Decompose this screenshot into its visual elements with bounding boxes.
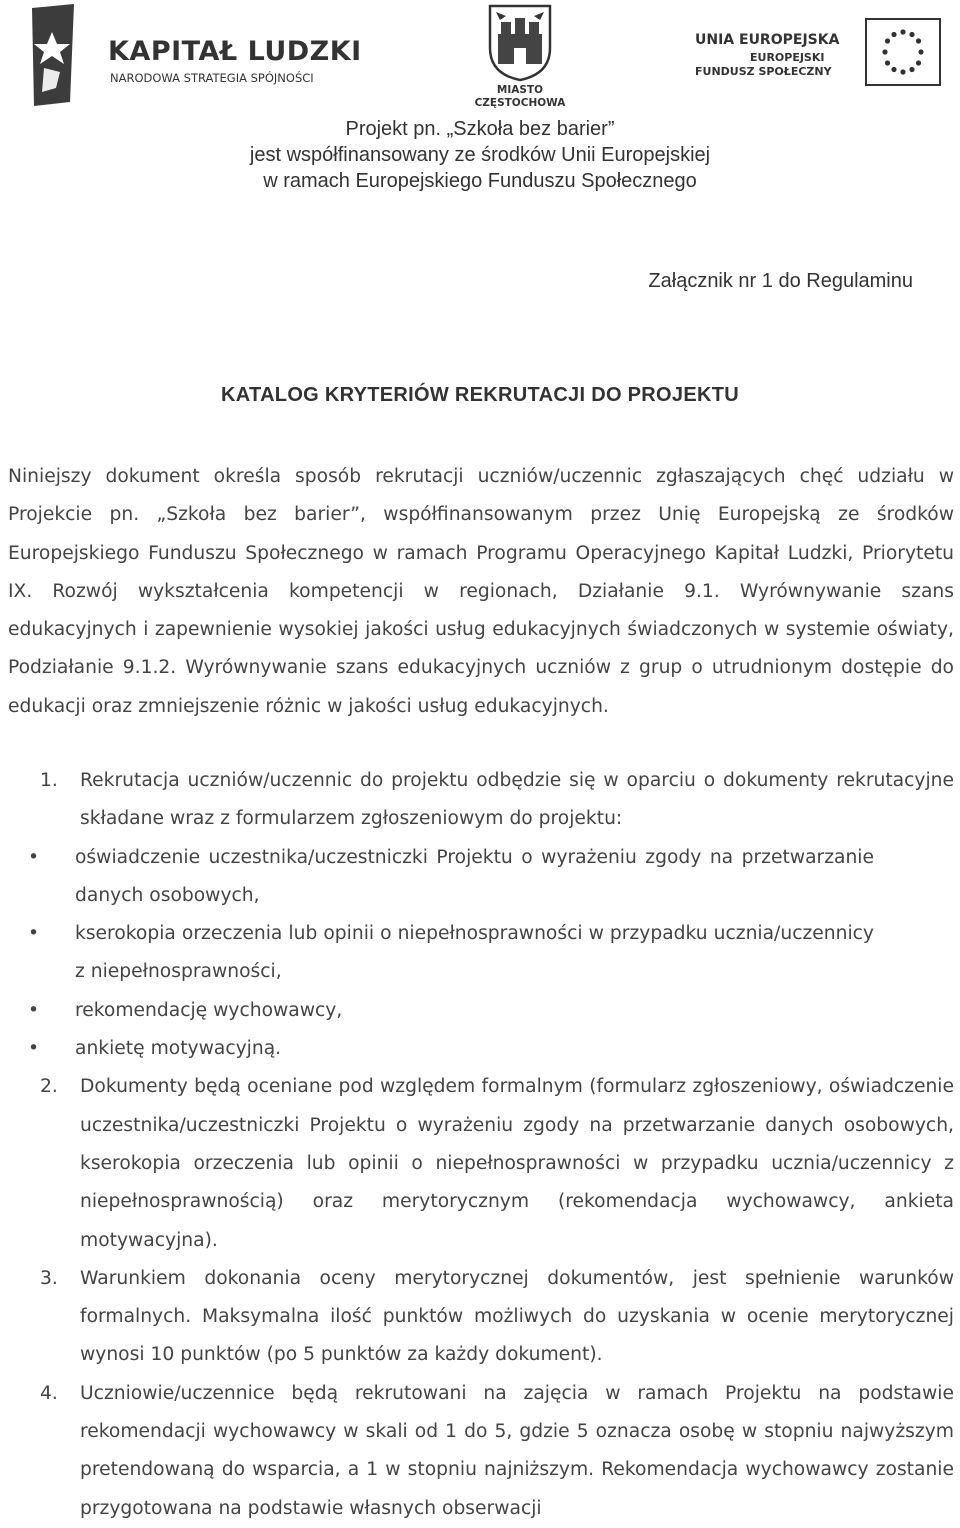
bullet-icon: • [28,846,40,868]
list-item-4 [0,1375,954,1528]
bullet-item [0,839,874,916]
header-line-1: Projekt pn. „Szkoła bez barier” [345,118,615,140]
czestochowa-logo [460,4,580,110]
city-name-line1: MIASTO [496,84,544,96]
header-line-3: w ramach Europejskiego Funduszu Społecznego [263,170,697,192]
item-text: Uczniowie/uczennice będą rekrutowani na zajęcia w ramach Projektu na podstawie rekomendacji wychowawcy w skali od 1 do 5, gdzie 5 oznacza osobę w stopniu najwyższym pretendowaną do wsparcia, a 1 w stopniu najniższym. Rekomendacja wychowawcy zostanie przygotowana na podstawie własnych obserwacji [80,1382,954,1519]
logo-bar [0,0,960,115]
bullet-icon: • [28,999,40,1021]
eu-esf-logo [695,18,945,88]
item-number: 3. [40,1267,58,1289]
kapital-ludzki-logo [30,2,360,112]
kapital-ludzki-emblem-icon [30,2,110,112]
bullet-text: kserokopia orzeczenia lub opinii o niepełnosprawności w przypadku ucznia/uczennicy z niepełnosprawności, [75,923,874,983]
list-item-3 [0,1260,954,1375]
city-coat-of-arms-icon [460,4,580,82]
item-number: 1. [40,770,58,791]
intro-paragraph: Niniejszy dokument określa sposób rekrutacji uczniów/uczennic zgłaszających chęć udziału w Projekcie pn. „Szkoła bez barier”, współfinansowanym przez Unię Europejską ze środków Europejskiego Funduszu Społecznego w ramach Programu Operacyjnego Kapitał Ludzki, Priorytetu IX. Rozwój wykształcenia kompetencji w regionach, Działanie 9.1. Wyrównywanie szans edukacyjnych i zapewnienie wysokiej jakości usług edukacyjnych świadczonych w systemie oświaty, Podziałanie 9.1.2. Wyrównywanie szans edukacyjnych uczniów z grup o utrudnionym dostępie do edukacji oraz zmniejszenie różnic w jakości usług edukacyjnych. [8,466,954,717]
list-item-2 [0,1068,954,1259]
bullet-text: oświadczenie uczestnika/uczestniczki Projektu o wyrażeniu zgody na przetwarzanie danych osobowych, [75,846,874,906]
item-number: 4. [40,1382,58,1404]
project-header [0,116,960,194]
bullet-text: rekomendację wychowawcy, [75,999,343,1021]
bullet-item [0,1030,874,1068]
item-text: Dokumenty będą oceniane pod względem formalnym (formularz zgłoszeniowy, oświadczenie uczestnika/uczestniczki Projektu o wyrażeniu zgody na przetwarzanie danych osobowych, kserokopia orzeczenia lub opinii o niepełnosprawności w przypadku ucznia/uczennicy z niepełnosprawnością) oraz merytorycznym (rekomendacja wychowawcy, ankieta motywacyjna). [80,1076,954,1251]
item-text: Warunkiem dokonania oceny merytorycznej dokumentów, jest spełnienie warunków formalnych. Maksymalna ilość punktów możliwych do uzyskania w ocenie merytorycznej wynosi 10 punktów (po 5 punktów za każdy dokument). [80,1267,954,1366]
city-name-line2: CZĘSTOCHOWA [474,97,566,109]
kapital-ludzki-subtitle: NARODOWA STRATEGIA SPÓJNOŚCI [110,71,314,85]
bullet-icon: • [28,923,40,945]
list-item-1 [0,762,954,839]
bullet-item [0,992,874,1030]
bullet-text: ankietę motywacyjną. [75,1038,282,1060]
bullet-icon: • [28,1038,40,1060]
attachment-label: Załącznik nr 1 do Regulaminu [648,270,913,292]
bullet-item [0,915,874,992]
item-text: Rekrutacja uczniów/uczennic do projektu odbędzie się w oparciu o dokumenty rekrutacyjne składane wraz z formularzem zgłoszeniowym do projektu: [80,770,954,830]
esf-name-line1: EUROPEJSKI [750,51,825,64]
kapital-ludzki-title: KAPITAŁ LUDZKI [108,36,362,67]
eu-flag-icon [865,18,941,86]
header-line-2: jest współfinansowany ze środków Unii Europejskiej [249,144,711,166]
esf-name-line2: FUNDUSZ SPOŁECZNY [695,65,832,78]
criteria-list [0,762,960,1528]
document-bullet-list [0,839,960,1069]
item-number: 2. [40,1076,58,1098]
eu-name: UNIA EUROPEJSKA [695,32,840,48]
document-title: KATALOG KRYTERIÓW REKRUTACJI DO PROJEKTU [221,384,739,406]
